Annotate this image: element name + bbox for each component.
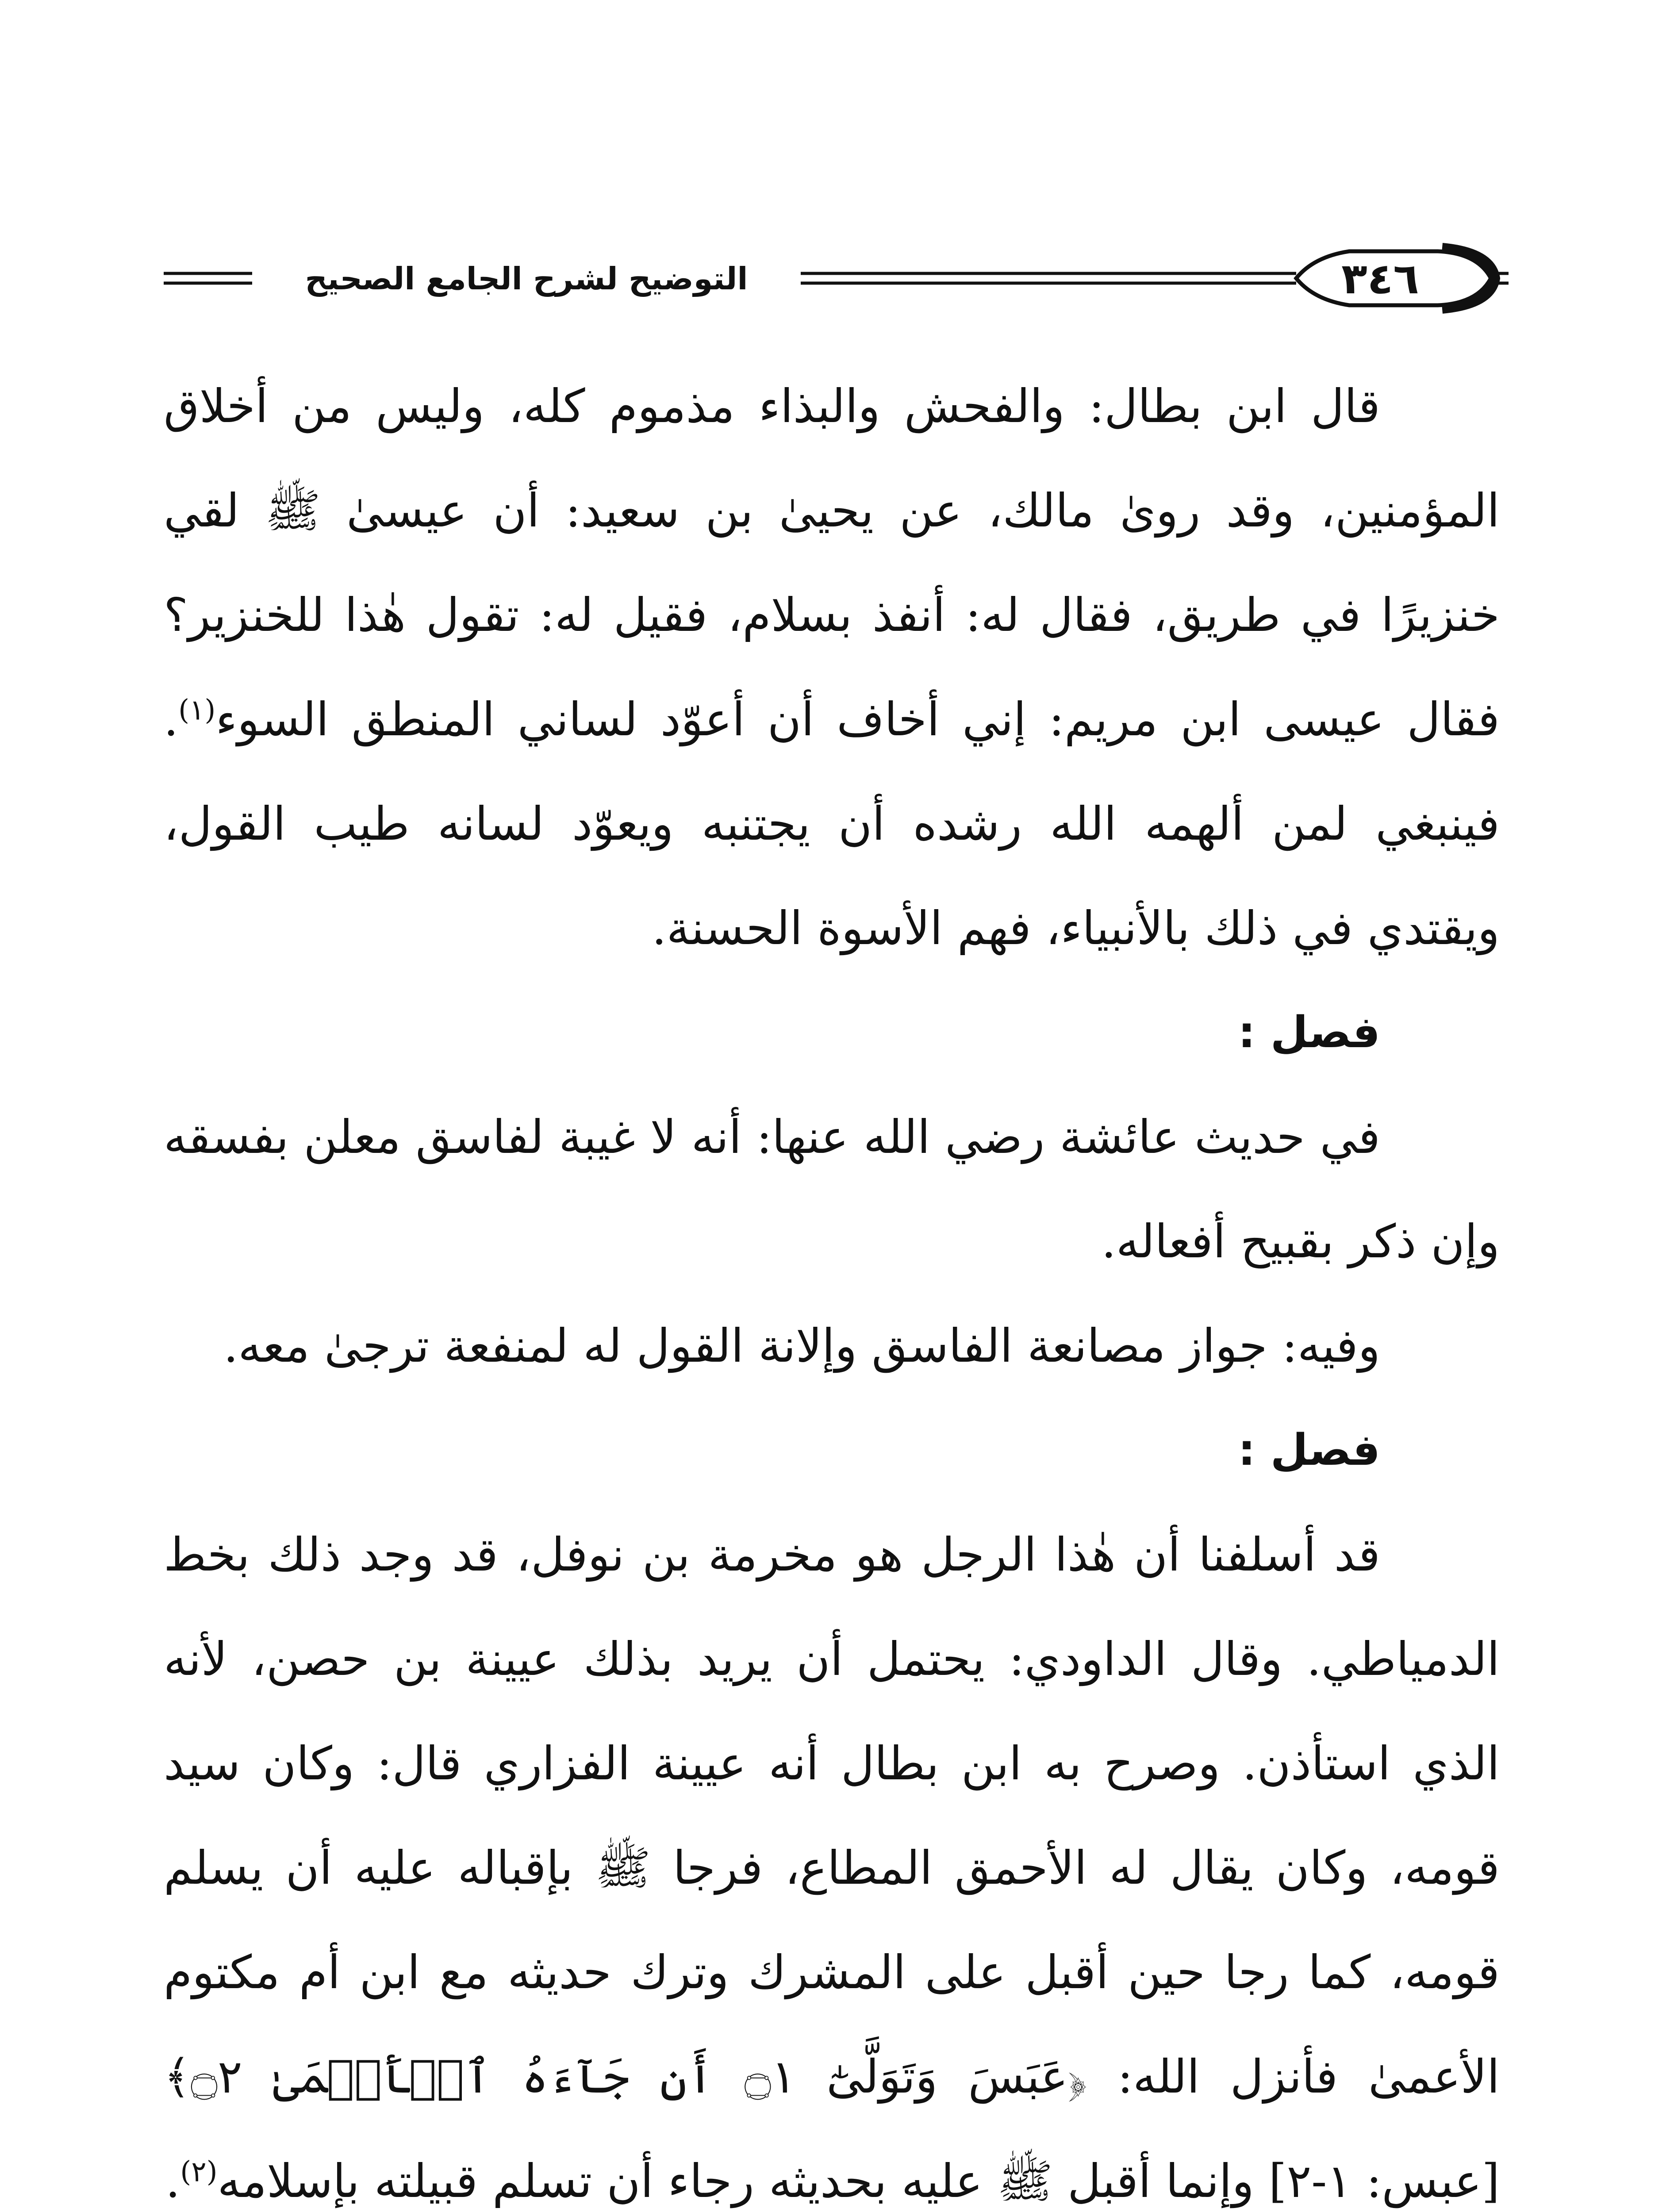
running-title: التوضيح لشرح الجامع الصحيح [265, 252, 787, 305]
paragraph-text: قال ابن بطال: والفحش والبذاء مذموم كله، وليس من أخلاق المؤمنين، وقد روىٰ مالك، عن يحيىٰ بن سعيد: أن عيسىٰ ﷺ لقي خنزيرًا في طريق، فقال له: أنفذ بسلام، فقيل له: تقول هٰذا للخنزير؟ فقال عيسى ابن مريم: إني أخاف أن أعوّد لساني المنطق السوء [164, 379, 1500, 746]
paragraph: في حديث عائشة رضي الله عنها: أنه لا غيبة لفاسق معلن بفسقه وإن ذكر بقبيح أفعاله. [164, 1110, 1500, 1268]
footnote-reference: (١) [178, 694, 216, 727]
section-heading: فصل : [1238, 1425, 1380, 1475]
page-number: ٣٤٦ [1341, 254, 1419, 303]
paragraph [164, 354, 1500, 980]
paragraph-text-continued: . فينبغي لمن ألهمه الله رشده أن يجتنبه ويعوّد لسانه طيب القول، ويقتدي في ذلك بالأنبياء، فهم الأسوة الحسنة. [164, 692, 1500, 955]
paragraph-text: قد أسلفنا أن هٰذا الرجل هو مخرمة بن نوفل، قد وجد ذلك بخط الدمياطي. وقال الداودي: يحتمل أن يريد بذلك عيينة بن حصن، لأنه الذي استأذن. وصرح به ابن بطال أنه عيينة الفزاري قال: وكان سيد قومه، وكان يقال له الأحمق المطاع، فرجا ﷺ بإقباله عليه أن يسلم قومه، كما رجا حين أقبل على المشرك وترك حديثه مع ابن أم مكتوم الأعمىٰ فأنزل الله: ﴿عَبَسَ وَتَوَلَّىٰٓ ۝١ أَن جَآءَهُ ٱلۡأَعۡمَىٰ ۝٢﴾ [عبس: ١-٢] وإنما أقبل ﷺ عليه بحديثه رجاء أن تسلم قبيلته بإسلامه [164, 1528, 1500, 2208]
paragraph: وفيه: جواز مصانعة الفاسق وإلانة القول له لمنفعة ترجىٰ معه. [223, 1319, 1380, 1373]
paragraph-text-continued: . [165, 2154, 180, 2208]
main-text [164, 354, 1500, 2212]
footnote-reference: (٢) [180, 2155, 218, 2189]
paragraph [164, 1502, 1500, 2212]
section-heading: فصل : [1238, 1007, 1380, 1058]
